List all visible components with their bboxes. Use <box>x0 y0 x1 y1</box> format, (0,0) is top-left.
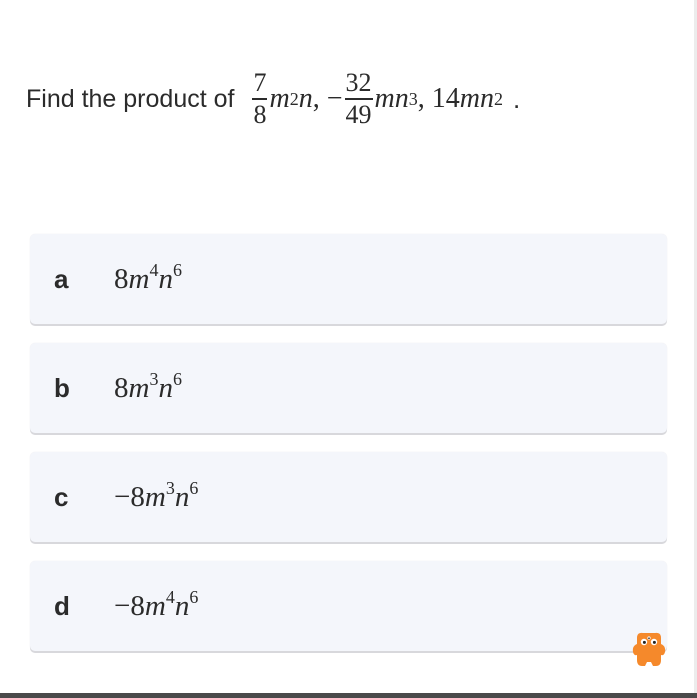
fraction-thirty-two-forty-ninths <box>345 68 373 130</box>
var-m: m <box>269 83 290 114</box>
option-expression: $-8m^3n^6$ <box>114 477 199 513</box>
answer-options <box>30 234 667 670</box>
option-c[interactable] <box>30 452 667 542</box>
option-letter: a <box>54 263 69 294</box>
var-n: n <box>394 83 409 114</box>
option-expression: $8m^3n^6$ <box>114 368 182 404</box>
option-d[interactable] <box>30 561 667 651</box>
orange-monster-mascot-icon[interactable] <box>631 630 667 668</box>
fraction-denominator: 8 <box>253 99 267 129</box>
var-n: n <box>298 83 313 114</box>
coefficient: 14 <box>431 83 460 114</box>
comma: , <box>417 83 425 114</box>
option-expression: $8m^4n^6$ <box>114 259 182 295</box>
var-m: m <box>459 83 480 114</box>
question-expression: $\frac{7}{8}$ m 2 n , − $\frac{32}{49}$ m n 3 , 14 m n 2 . <box>253 68 521 129</box>
option-letter: d <box>54 590 70 621</box>
option-expression: $-8m^4n^6$ <box>114 586 199 622</box>
period: . <box>512 83 521 114</box>
fraction-numerator: 7 <box>253 68 267 98</box>
option-letter: c <box>54 481 69 512</box>
var-n: n <box>479 83 494 114</box>
fraction-seven-eighths <box>252 68 267 130</box>
question-text: Find the product of <box>26 84 235 113</box>
fraction-numerator: 32 <box>345 68 372 98</box>
question-prompt <box>26 56 520 142</box>
option-b[interactable] <box>30 343 667 433</box>
comma: , <box>312 83 320 114</box>
bottom-bar <box>0 693 697 698</box>
option-letter: b <box>54 372 70 403</box>
minus-sign: − <box>326 83 343 114</box>
fraction-denominator: 49 <box>345 99 372 129</box>
option-a[interactable] <box>30 234 667 324</box>
var-m: m <box>374 83 395 114</box>
